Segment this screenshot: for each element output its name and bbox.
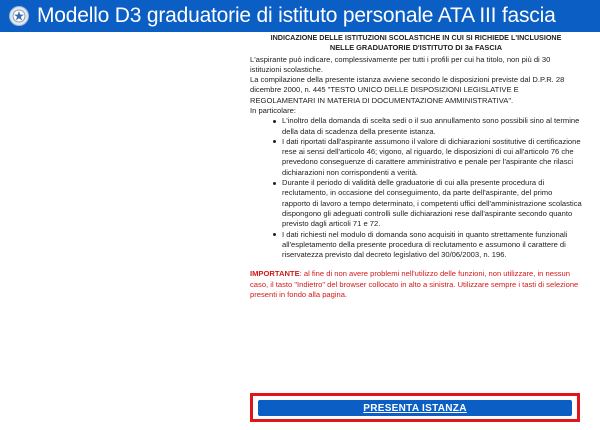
warning-text: : al fine di non avere problemi nell'utilizzo delle funzioni, non utilizzare, in nessun caso, il tasto "Indietro" del browser collocato in alto a sinistra. Utilizzare sempre i tasti di selezione presenti in fondo alla pagina.: [250, 269, 579, 300]
page-title: Modello D3 graduatorie di istituto personale ATA III fascia: [37, 4, 556, 27]
instructions-panel: [250, 33, 582, 300]
presenta-istanza-button[interactable]: PRESENTA ISTANZA: [258, 400, 572, 416]
emblem-icon: [9, 6, 29, 26]
section-heading: INDICAZIONE DELLE ISTITUZIONI SCOLASTICHE IN CUI SI RICHIEDE L'INCLUSIONE: [270, 33, 562, 42]
emblem-icon-graphic: [12, 9, 26, 23]
list-item: I dati riportati dall'aspirante assumono il valore di dichiarazioni sostitutive di certificazione rese ai sensi dell'articolo 46; vigono, al riguardo, le disposizioni di cui all'articolo 76 che prevedono conseguenze di carattere amministrativo e penale per l'aspirante che rilasci dichiarazioni non corrispondenti a verità.: [270, 137, 582, 178]
list-item: L'inoltro della domanda di scelta sedi o il suo annullamento sono possibili sino al termine della data di scadenza della presente istanza.: [270, 116, 582, 137]
paragraph-intro: In particolare:: [250, 105, 297, 115]
paragraph-limit: L'aspirante può indicare, complessivamente per tutti i profili per cui ha titolo, non più di 30 istituzioni scolastiche.: [250, 54, 551, 74]
warning-label: IMPORTANTE: [250, 269, 300, 279]
submit-highlight-frame: [250, 393, 580, 422]
list-item: I dati richiesti nel modulo di domanda sono acquisiti in quanto strettamente funzionali all'espletamento della presente procedura di reclutamento e assumono il carattere di riservatezza previsto dal decreto legislativo del 30/06/2003, n. 196.: [270, 230, 582, 261]
list-item: Durante il periodo di validità delle graduatorie di cui alla presente procedura di reclutamento, in occasione del conseguimento, da parte dell'aspirante, del primo rapporto di lavoro a tempo determinato, i competenti uffici dell'amministrazione scolastica dispongono gli adeguati controlli sulle dichiarazioni rese dall'aspirante secondo quanto previsto dagli articoli 71 e 72.: [270, 178, 582, 229]
conditions-list: [270, 116, 582, 260]
paragraph-legal: La compilazione della presente istanza avviene secondo le disposizioni previste dal D.P.R. 28 dicembre 2000, n. 445 "TESTO UNICO DELLE DISPOSIZIONI LEGISLATIVE E REGOLAMENTARI IN MATERIA DI DOCUMENTAZIONE AMMINISTRATIVA".: [250, 75, 565, 105]
warning-note: [250, 269, 582, 300]
section-subheading: NELLE GRADUATORIE D'ISTITUTO DI 3a FASCIA: [329, 43, 503, 52]
header-banner: [0, 0, 600, 32]
